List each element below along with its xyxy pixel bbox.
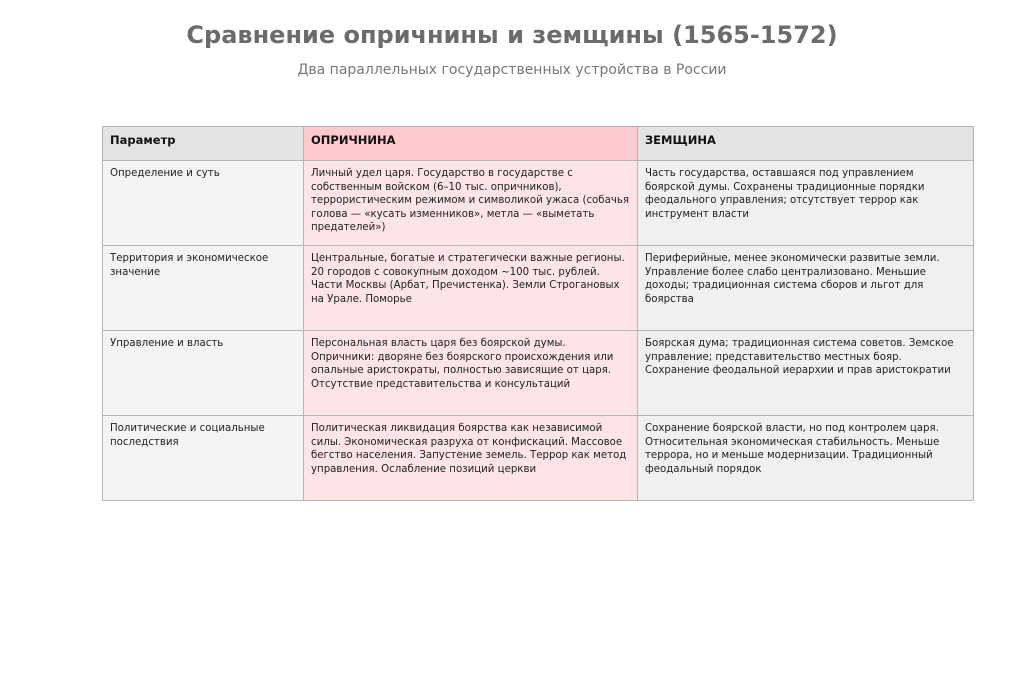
column-header-zemshchina: ЗЕМЩИНА [638, 127, 974, 161]
row-oprichnina-cell: Политическая ликвидация боярства как независимой силы. Экономическая разруха от конфискаций. Массовое бегство населения. Запустение земель. Террор как метод управления. Ослабление позиций церкви [304, 416, 638, 501]
row-oprichnina-cell: Личный удел царя. Государство в государстве с собственным войском (6–10 тыс. опричников), террористическим режимом и символикой ужаса (собачья голова — «кусать изменников», метла — «выметать предателей») [304, 161, 638, 246]
table-row [103, 416, 974, 501]
comparison-table [102, 126, 974, 501]
page-subtitle: Два параллельных государственных устройства в России [297, 62, 727, 78]
row-parameter: Управление и власть [103, 331, 304, 416]
row-parameter: Территория и экономическое значение [103, 246, 304, 331]
row-parameter: Политические и социальные последствия [103, 416, 304, 501]
column-header-oprichnina: ОПРИЧНИНА [304, 127, 638, 161]
column-header-parameter: Параметр [103, 127, 304, 161]
table-row [103, 246, 974, 331]
table-row [103, 161, 974, 246]
row-zemshchina-cell: Периферийные, менее экономически развитые земли. Управление более слабо централизовано. Меньшие доходы; традиционная система сборов и льгот для боярства [638, 246, 974, 331]
table-header-row [103, 127, 974, 161]
row-parameter: Определение и суть [103, 161, 304, 246]
row-zemshchina-cell: Часть государства, оставшаяся под управлением боярской думы. Сохранены традиционные порядки феодального управления; отсутствует террор как инструмент власти [638, 161, 974, 246]
table-row [103, 331, 974, 416]
row-zemshchina-cell: Боярская дума; традиционная система советов. Земское управление; представительство местных бояр. Сохранение феодальной иерархии и прав аристократии [638, 331, 974, 416]
page-title: Сравнение опричнины и земщины (1565-1572) [186, 21, 838, 49]
row-oprichnina-cell: Центральные, богатые и стратегически важные регионы. 20 городов с совокупным доходом ~100 тыс. рублей. Части Москвы (Арбат, Пречистенка). Земли Строгановых на Урале. Поморье [304, 246, 638, 331]
row-zemshchina-cell: Сохранение боярской власти, но под контролем царя. Относительная экономическая стабильность. Меньше террора, но и меньше модернизации. Традиционный феодальный порядок [638, 416, 974, 501]
row-oprichnina-cell: Персональная власть царя без боярской думы. Опричники: дворяне без боярского происхождения или опальные аристократы, полностью зависящие от царя. Отсутствие представительства и консультаций [304, 331, 638, 416]
